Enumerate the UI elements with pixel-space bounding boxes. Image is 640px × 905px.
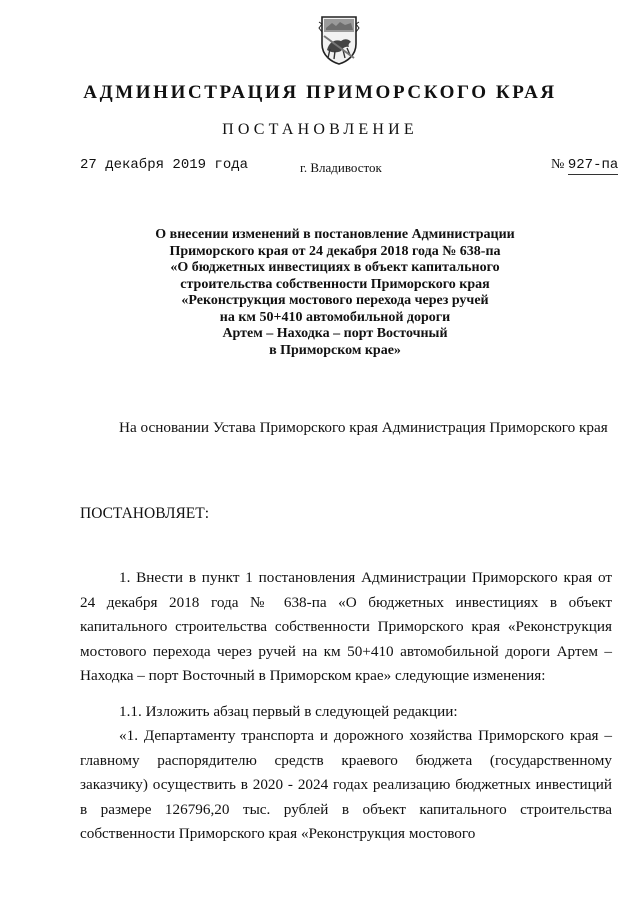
title-line: Приморского края от 24 декабря 2018 года № 638-па bbox=[169, 243, 501, 259]
document-title bbox=[120, 227, 550, 359]
title-line: О внесении изменений в постановление Администрации bbox=[155, 227, 515, 242]
coat-of-arms-icon bbox=[318, 14, 360, 66]
number-value: 927-па bbox=[567, 157, 619, 173]
document-date: 27 декабря 2019 года bbox=[80, 157, 249, 173]
title-line: «Реконструкция мостового перехода через ручей bbox=[181, 293, 489, 308]
title-line: Артем – Находка – порт Восточный bbox=[222, 326, 448, 341]
quoted-paragraph: «1. Департаменту транспорта и дорожного хозяйства Приморского края – главному распорядителю средств краевого бюджета (государственному заказчику) осуществить в 2020 - 2024 годах реализацию бюджетных инвестиций в размере 126796,20 тыс. рублей в объект капитального строительства собственности Приморского края «Реконструкция мостового bbox=[80, 727, 612, 842]
item-1-1-paragraph: 1.1. Изложить абзац первый в следующей редакции: bbox=[119, 703, 458, 720]
organization-name: АДМИНИСТРАЦИЯ ПРИМОРСКОГО КРАЯ bbox=[83, 82, 557, 103]
item-1-paragraph: 1. Внести в пункт 1 постановления Администрации Приморского края от 24 декабря 2018 года № 638-па «О бюджетных инвестициях в объект капитального строительства собственности Приморского края «Реконструкция мостового перехода через ручей на км 50+410 автомобильной дороги Артем – Находка – порт Восточный в Приморском крае» следующие изменения: bbox=[80, 569, 612, 684]
document-type: ПОСТАНОВЛЕНИЕ bbox=[222, 121, 418, 138]
basis-paragraph: На основании Устава Приморского края Администрация Приморского края bbox=[119, 419, 608, 436]
number-prefix: № bbox=[551, 157, 565, 172]
document-city: г. Владивосток bbox=[300, 160, 382, 175]
document-number bbox=[551, 157, 618, 173]
decree-heading: ПОСТАНОВЛЯЕТ: bbox=[80, 505, 210, 522]
title-line: строительства собственности Приморского края bbox=[180, 276, 490, 292]
title-line: «О бюджетных инвестициях в объект капитального bbox=[170, 260, 500, 275]
title-line: в Приморском крае» bbox=[269, 342, 401, 358]
title-line: на км 50+410 автомобильной дороги bbox=[219, 309, 451, 325]
